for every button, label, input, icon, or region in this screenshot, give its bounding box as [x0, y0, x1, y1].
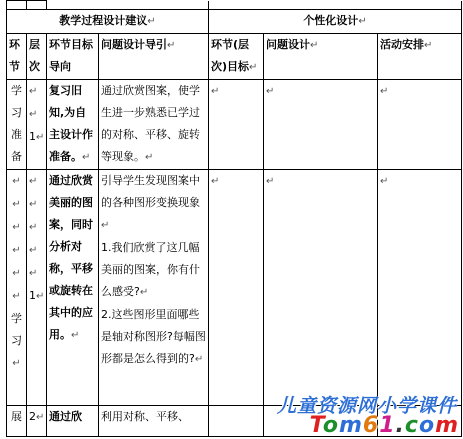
- watermark-letter: .: [395, 413, 405, 438]
- guide-cell: 利用对称、平移、: [99, 406, 209, 437]
- stage-goal-cell: ↵: [209, 80, 264, 170]
- watermark-cn-text: 儿童资源网小学课件: [276, 395, 457, 417]
- table-row: [7, 80, 462, 170]
- stub-cell: [7, 1, 27, 10]
- stage-goal-cell: ↵: [209, 170, 264, 406]
- section-header-row: [7, 10, 462, 34]
- goal-cell: 通过欣: [47, 406, 99, 437]
- guide-line: 引导学生发现图案中的各种图形变换现象: [101, 174, 200, 209]
- stage-cell: ↵ ↵ ↵ ↵ ↵ ↵ 学习↵: [7, 170, 27, 406]
- watermark-letter: o: [322, 413, 339, 438]
- watermark-letter: o: [418, 413, 436, 438]
- watermark-letter: m: [338, 413, 363, 438]
- stub-cell: [47, 1, 209, 10]
- column-header-row: [7, 34, 462, 80]
- lesson-plan-table: [6, 0, 462, 437]
- watermark-letter: 6: [362, 413, 380, 438]
- goal-cell: 通过欣赏美丽的图案，同时分析对称，平移或旋转在其中的应用。↵: [47, 170, 99, 406]
- stage-cell: 学习准备: [7, 80, 27, 170]
- guide-line: 1.我们欣赏了这几幅美丽的图案，你有什么感受?: [101, 241, 200, 298]
- col-header-activity: 活动安排↵: [378, 34, 462, 80]
- level-cell: 2↵: [27, 406, 47, 437]
- watermark-letter: c: [404, 413, 419, 438]
- top-stub-row: [7, 1, 462, 10]
- col-header-question: 问题设计↵: [264, 34, 378, 80]
- stub-cell: [209, 1, 462, 10]
- question-cell: ↵: [264, 80, 378, 170]
- guide-cell: 通过欣赏图案，使学生进一步熟悉已学过的对称、平移、旋转等现象。↵: [99, 80, 209, 170]
- stage-goal-cell: [209, 406, 264, 437]
- col-header-stage-goal: 环节(层次)目标↵: [209, 34, 264, 80]
- question-cell: ↵: [264, 170, 378, 406]
- watermark-letter: m: [435, 413, 459, 438]
- level-cell: ↵ ↵ 1↵: [27, 80, 47, 170]
- col-header-level: 层次: [27, 34, 47, 80]
- col-header-stage: 环节: [7, 34, 27, 80]
- guide-cell: 引导学生发现图案中的各种图形变换现象↵ 1.我们欣赏了这几幅美丽的图案，你有什么感受?↵ 2.这些图形里面哪些是轴对称图形?每幅图形都是怎么得到的?↵: [99, 170, 209, 406]
- watermark-letter: T: [309, 413, 323, 438]
- level-cell: ↵ ↵ ↵ ↵ ↵ 1↵: [27, 170, 47, 406]
- table-row: [7, 170, 462, 406]
- stub-cell: [27, 1, 47, 10]
- activity-cell: ↵: [378, 80, 462, 170]
- table-row: [7, 406, 462, 437]
- col-header-goal: 环节目标导向: [47, 34, 99, 80]
- guide-line: 2.这些图形里面哪些是轴对称图形?每幅图形都是怎么得到的?: [101, 308, 206, 365]
- watermark-letter: 1: [379, 413, 396, 438]
- section-header-left: 教学过程设计建议↵: [7, 10, 209, 34]
- section-header-right: 个性化设计↵: [209, 10, 462, 34]
- question-cell: [264, 406, 378, 437]
- col-header-guide: 问题设计导引↵: [99, 34, 209, 80]
- activity-cell: [378, 406, 462, 437]
- goal-cell: 复习旧知,为自主设计作准备。↵: [47, 80, 99, 170]
- activity-cell: ↵: [378, 170, 462, 406]
- stage-cell: 展: [7, 406, 27, 437]
